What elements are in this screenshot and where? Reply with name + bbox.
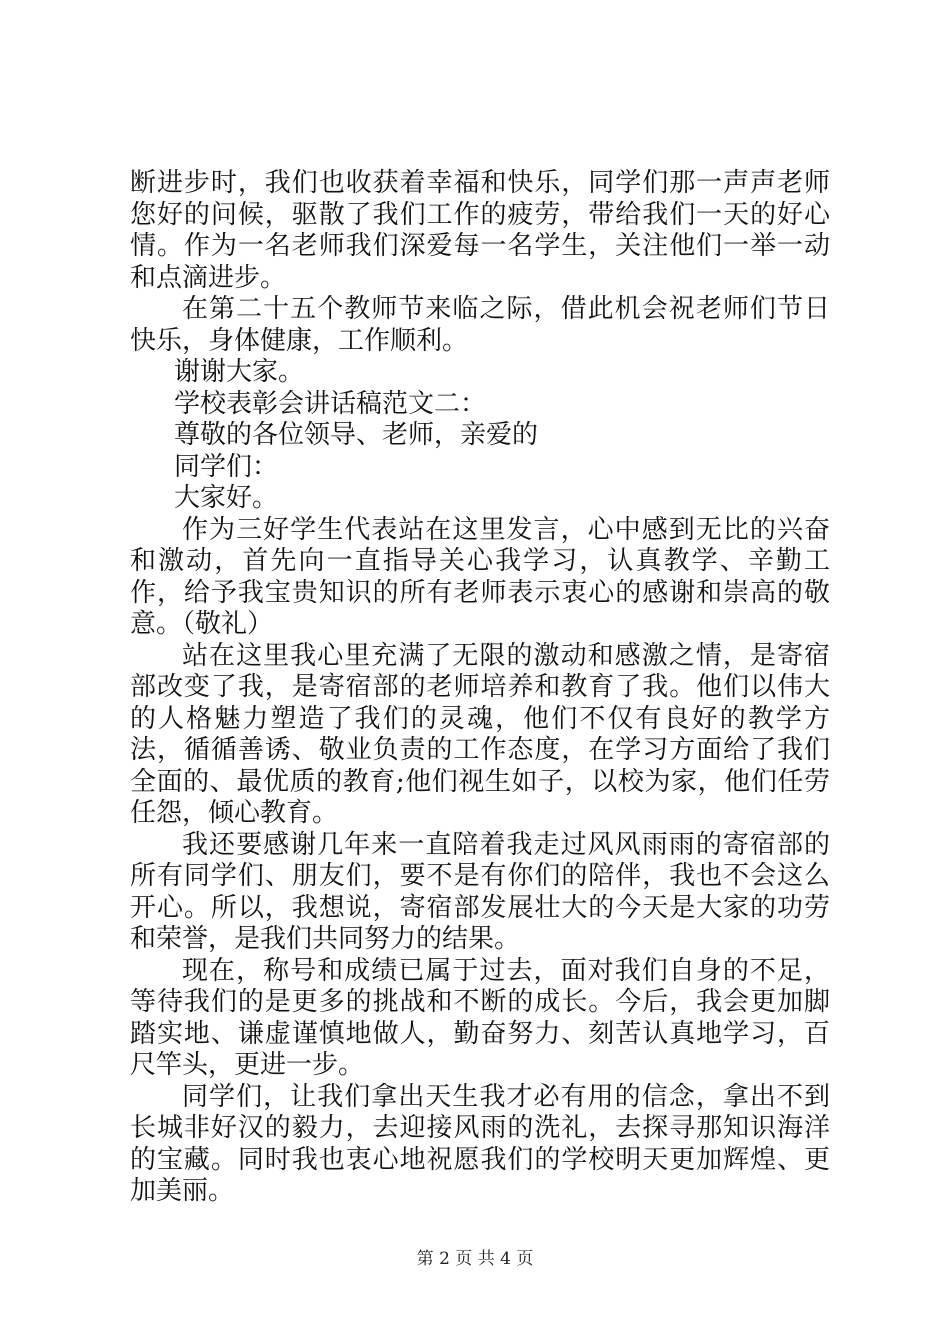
salutation-line-2: 同学们：	[174, 451, 279, 482]
paragraph-3: 谢谢大家。	[174, 357, 305, 387]
page-number-footer: 第 2 页 共 4 页	[416, 1249, 534, 1269]
paragraph-12: 同学们，让我们拿出天生我才必有用的信念，拿出不到长城非好汉的毅力，去迎接风雨的洗礼，去探寻那知识海洋的宝藏。同时我也衷心地祝愿我们的学校明天更加辉煌、更加美丽。	[130, 1081, 830, 1206]
salutation-line-1: 尊敬的各位领导、老师，亲爱的	[174, 420, 539, 450]
paragraph-9: 站在这里我心里充满了无限的激动和感激之情，是寄宿部改变了我，是寄宿部的老师培养和教育了我。他们以伟大的人格魅力塑造了我们的灵魂，他们不仅有良好的教学方法，循循善诱、敬业负责的工作态度，在学习方面给了我们全面的、最优质的教育;他们视生如子，以校为家，他们任劳任怨，倾心教育。	[130, 640, 830, 828]
paragraph-1: 断进步时，我们也收获着幸福和快乐，同学们那一声声老师您好的问候，驱散了我们工作的疲劳，带给我们一天的好心情。作为一名老师我们深爱每一名学生，关注他们一举一动和点滴进步。	[130, 168, 830, 293]
section-heading: 学校表彰会讲话稿范文二：	[174, 388, 487, 419]
paragraph-11: 现在，称号和成绩已属于过去，面对我们自身的不足，等待我们的是更多的挑战和不断的成长。今后，我会更加脚踏实地、谦虚谨慎地做人，勤奋努力、刻苦认真地学习，百尺竿头，更进一步。	[130, 955, 830, 1080]
paragraph-8: 作为三好学生代表站在这里发言，心中感到无比的兴奋和激动，首先向一直指导关心我学习，认真教学、辛勤工作，给予我宝贵知识的所有老师表示衷心的感谢和崇高的敬意。（敬礼）	[130, 514, 830, 639]
paragraph-10: 我还要感谢几年来一直陪着我走过风风雨雨的寄宿部的所有同学们、朋友们，要不是有你们的陪伴，我也不会这么开心。所以，我想说，寄宿部发展壮大的今天是大家的功劳和荣誉，是我们共同努力的结果。	[130, 829, 830, 954]
paragraph-2: 在第二十五个教师节来临之际，借此机会祝老师们节日快乐，身体健康，工作顺利。	[130, 294, 830, 356]
greeting: 大家好。	[174, 483, 279, 513]
document-body	[130, 168, 830, 1208]
